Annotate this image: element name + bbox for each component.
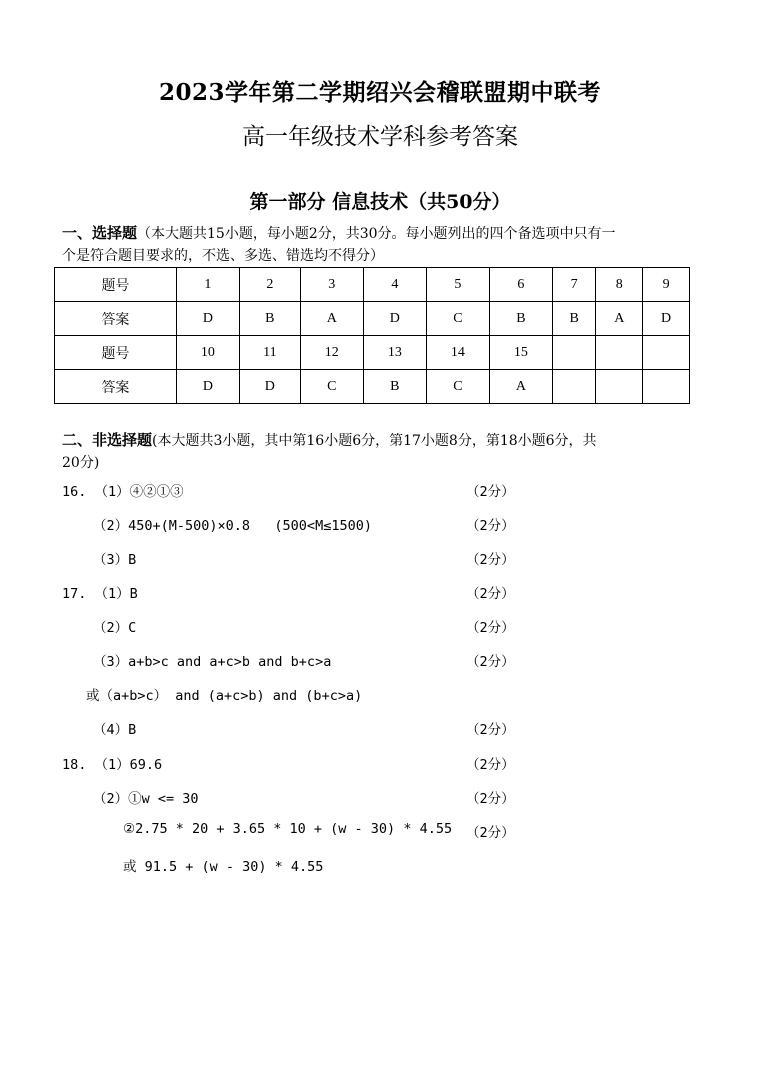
table-cell: 9 [643,268,690,302]
table-cell: 5 [426,268,489,302]
table-row [55,370,690,404]
table-cell: C [426,370,489,404]
table-cell: 2 [239,268,300,302]
table-cell: B [552,302,595,336]
answer-line: 16. （1）④②①③ [62,484,184,500]
table-cell: D [643,302,690,336]
answer-line: 或 91.5 + (w - 30) * 4.55 [123,859,324,875]
part2-desc-2: 20分) [62,455,100,471]
table-cell: 3 [300,268,363,302]
part1-desc-1: （本大题共15小题，每小题2分，共30分。每小题列出的四个备选项中只有一 [137,226,616,242]
table-cell: 8 [596,268,643,302]
points-label: （2分） [466,791,515,807]
points-label: （2分） [466,484,515,500]
answer-line: （3）a+b>c and a+c>b and b+c>a [93,654,332,670]
table-cell [552,336,595,370]
part1-intro [62,221,702,246]
table-cell: B [239,302,300,336]
table-row [55,302,690,336]
table-cell: A [596,302,643,336]
table-cell: 14 [426,336,489,370]
answer-line: （2）C [93,620,137,636]
table-cell: 15 [489,336,552,370]
table-cell: 答案 [55,302,177,336]
points-label: （2分） [466,586,515,602]
points-label: （2分） [466,552,515,568]
table-cell: 6 [489,268,552,302]
part1-heading: 一、选择题 [62,224,138,242]
points-label: （2分） [466,757,515,773]
table-cell [643,370,690,404]
points-label: （2分） [466,825,515,841]
table-cell: A [489,370,552,404]
table-cell: 12 [300,336,363,370]
points-label: （2分） [466,722,515,738]
answer-line: （3）B [93,552,137,568]
answer-line: （2）450+(M-500)×0.8 (500<M≤1500) [93,518,372,534]
table-cell: 11 [239,336,300,370]
answer-line: ②2.75 * 20 + 3.65 * 10 + (w - 30) * 4.55 [123,821,453,837]
answer-line: （4）B [93,722,137,738]
table-cell: 答案 [55,370,177,404]
points-label: （2分） [466,518,515,534]
points-label: （2分） [466,654,515,670]
table-cell: D [176,302,239,336]
answer-line: 18. （1）69.6 [62,757,163,773]
part2-intro [62,428,702,453]
table-row [55,268,690,302]
table-cell: C [426,302,489,336]
section-title: 第一部分 信息技术（共50分） [249,191,511,213]
document-title: 2023学年第二学期绍兴会稽联盟期中联考 [158,79,601,106]
table-cell: D [363,302,426,336]
answer-line: 或（a+b>c） and (a+c>b) and (b+c>a) [86,688,363,704]
table-cell: 1 [176,268,239,302]
answer-line: （2）①w <= 30 [93,791,199,807]
document-subtitle: 高一年级技术学科参考答案 [242,124,518,150]
table-cell [552,370,595,404]
table-cell: D [176,370,239,404]
table-cell [643,336,690,370]
table-cell: C [300,370,363,404]
answer-table [54,267,690,404]
part1-desc-2: 个是符合题目要求的，不选、多选、错选均不得分） [62,248,384,264]
answer-line: 17. （1）B [62,586,138,602]
table-cell: D [239,370,300,404]
table-cell: B [489,302,552,336]
points-label: （2分） [466,620,515,636]
table-cell: 10 [176,336,239,370]
table-cell: 题号 [55,268,177,302]
table-cell: A [300,302,363,336]
part2-heading: 二、非选择题 [62,431,153,449]
table-cell: 题号 [55,336,177,370]
table-cell: 13 [363,336,426,370]
table-cell: B [363,370,426,404]
part2-desc-1: (本大题共3小题，其中第16小题6分，第17小题8分，第18小题6分，共 [152,433,597,449]
table-cell: 7 [552,268,595,302]
table-cell [596,370,643,404]
table-cell [596,336,643,370]
table-row [55,336,690,370]
table-cell: 4 [363,268,426,302]
